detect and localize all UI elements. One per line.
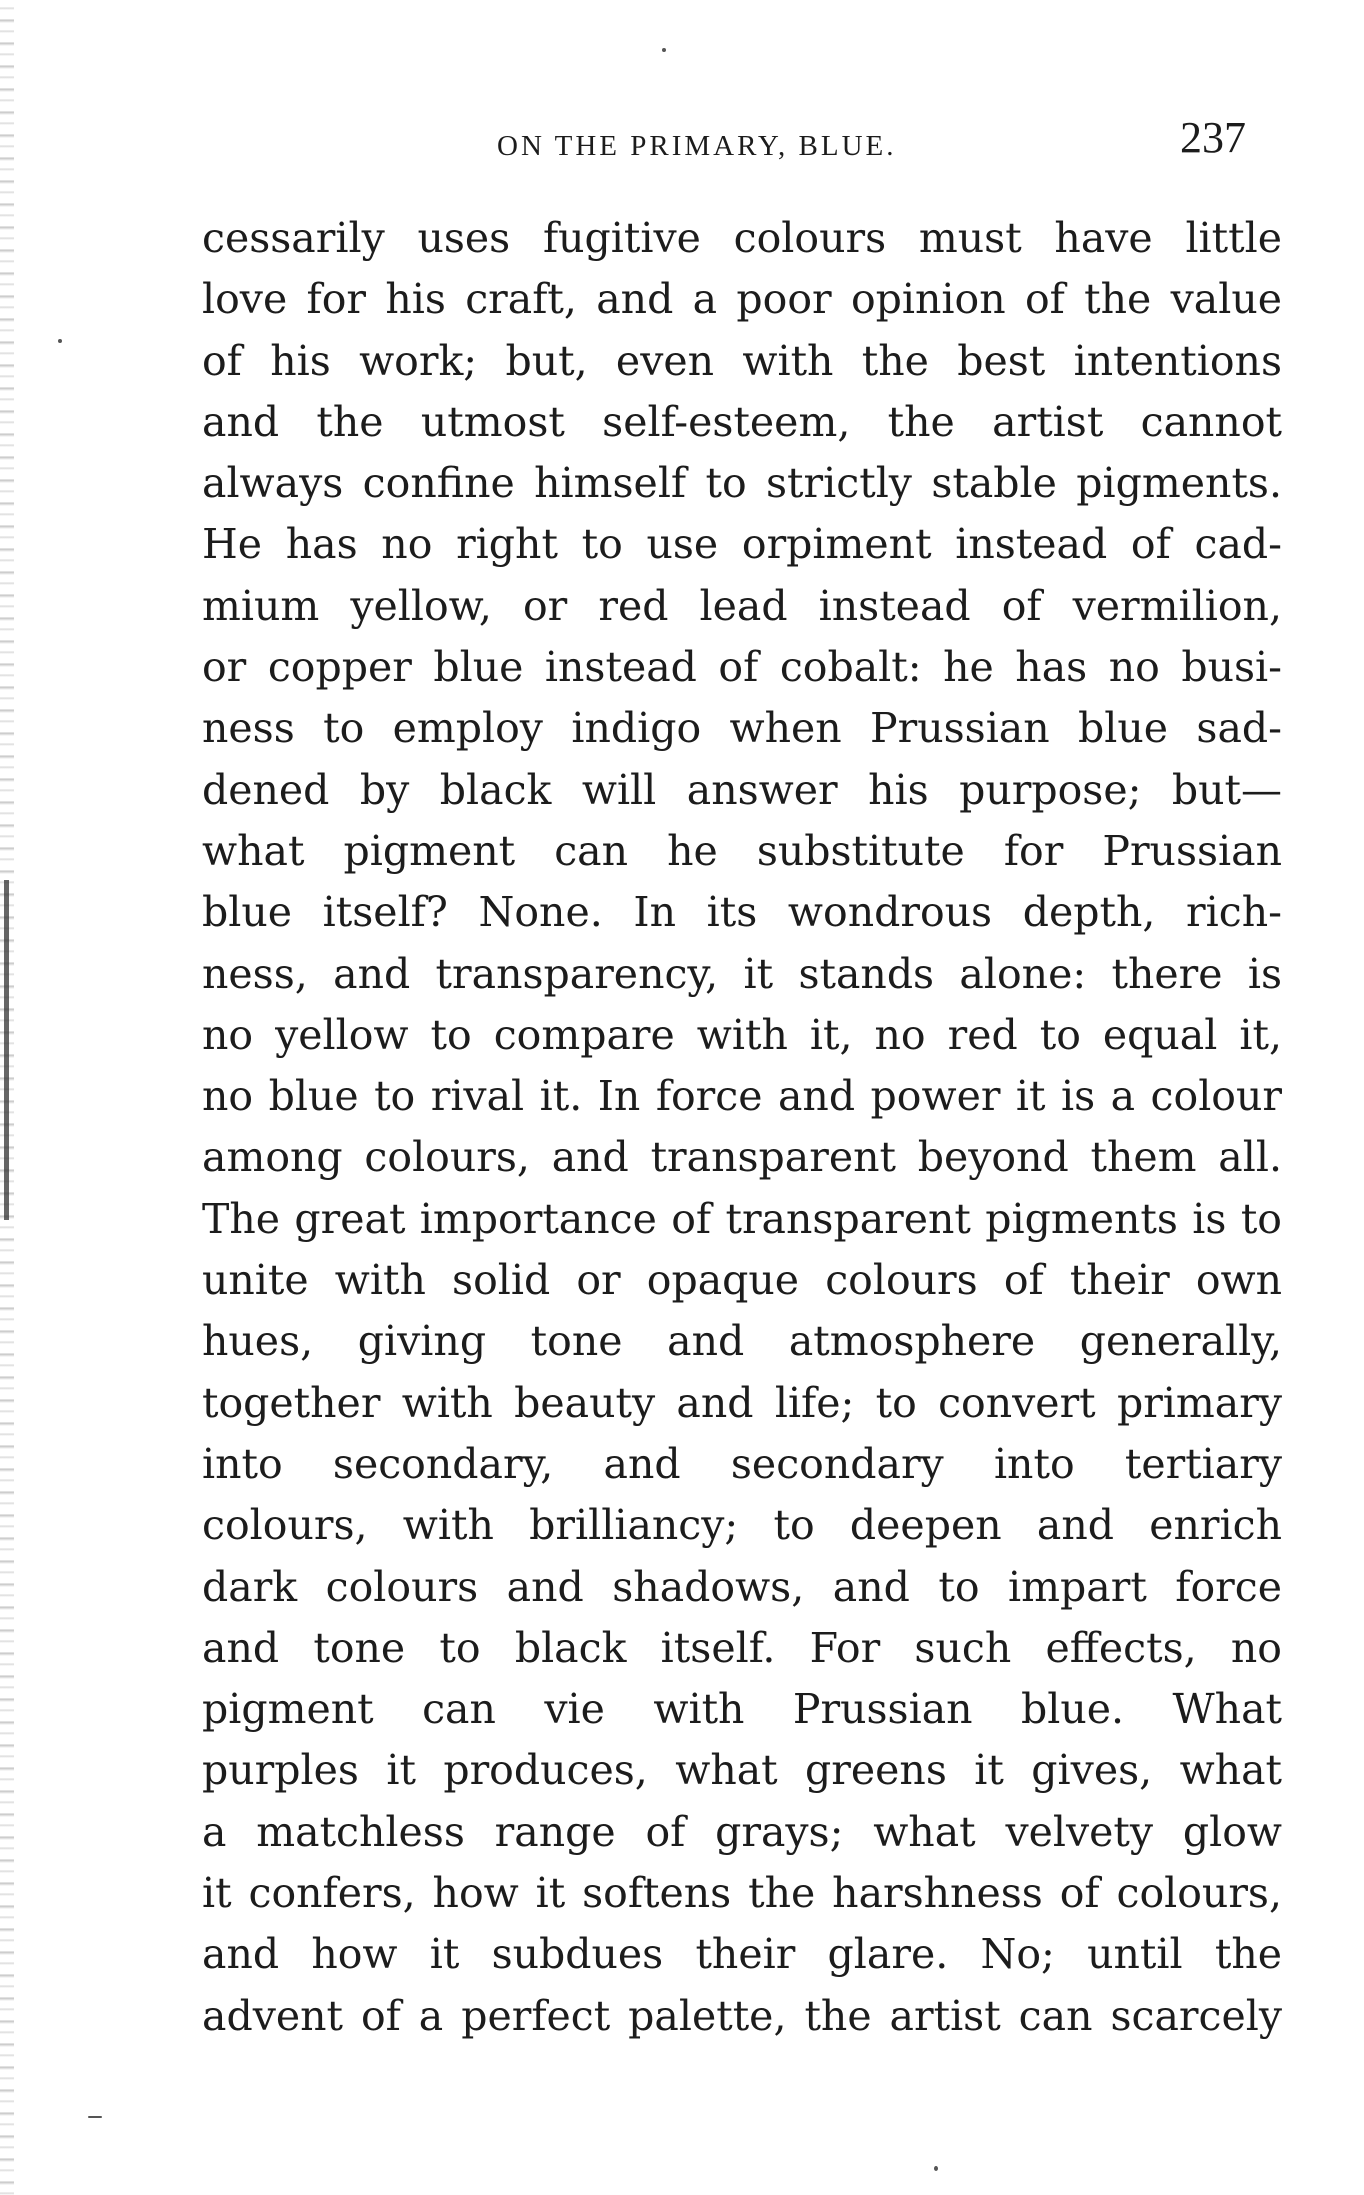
running-head: ON THE PRIMARY, BLUE. [497,130,897,162]
body-text [202,208,1282,2047]
text-line: and how it subdues their glare. No; until the [202,1930,1282,1979]
text-line: what pigment can he substitute for Prussian [202,826,1282,875]
text-line: together with beauty and life; to convert primary [202,1378,1282,1427]
scan-speck [88,2116,102,2118]
text-line: dark colours and shadows, and to impart force [202,1562,1282,1611]
page-number: 237 [1180,113,1246,162]
text-line: cessarily uses fugitive colours must have little [202,214,1282,262]
text-line: ness to employ indigo when Prussian blue sad- [202,704,1282,753]
scan-speck [662,48,666,52]
text-line: The great importance of transparent pigments is to [202,1194,1282,1243]
page-header [0,112,1364,172]
text-line: into secondary, and secondary into tertiary [202,1439,1282,1488]
text-line: He has no right to use orpiment instead of cad- [202,520,1282,569]
text-line: of his work; but, even with the best intentions [202,336,1282,385]
text-line: it confers, how it softens the harshness of colours, [202,1869,1282,1918]
text-line: or copper blue instead of cobalt: he has no busi- [202,643,1282,692]
text-line: no yellow to compare with it, no red to equal it, [202,1010,1282,1059]
text-line: no blue to rival it. In force and power it is a colour [202,1072,1282,1121]
text-line: pigment can vie with Prussian blue. What [202,1685,1282,1734]
text-line: hues, giving tone and atmosphere generally, [202,1317,1282,1366]
text-line: purples it produces, what greens it gives, what [202,1746,1282,1795]
text-line: dened by black will answer his purpose; but— [202,765,1282,814]
text-line: ness, and transparency, it stands alone: there is [202,949,1282,998]
text-line: advent of a perfect palette, the artist can scarcely [202,1991,1282,2040]
gutter-shadow [4,880,9,1220]
text-line: colours, with brilliancy; to deepen and enrich [202,1501,1282,1550]
text-line: and the utmost self-esteem, the artist cannot [202,397,1282,446]
text-line: blue itself? None. In its wondrous depth, rich- [202,888,1282,937]
text-line: unite with solid or opaque colours of their own [202,1256,1282,1305]
text-line: a matchless range of grays; what velvety glow [202,1807,1282,1856]
text-line: among colours, and transparent beyond them all. [202,1133,1282,1182]
text-line: mium yellow, or red lead instead of vermilion, [202,581,1282,630]
scan-speck [934,2166,938,2171]
text-line: love for his craft, and a poor opinion of the value [202,275,1282,324]
text-line: and tone to black itself. For such effects, no [202,1623,1282,1672]
scan-speck [58,339,62,343]
text-line: always confine himself to strictly stable pigments. [202,459,1282,508]
